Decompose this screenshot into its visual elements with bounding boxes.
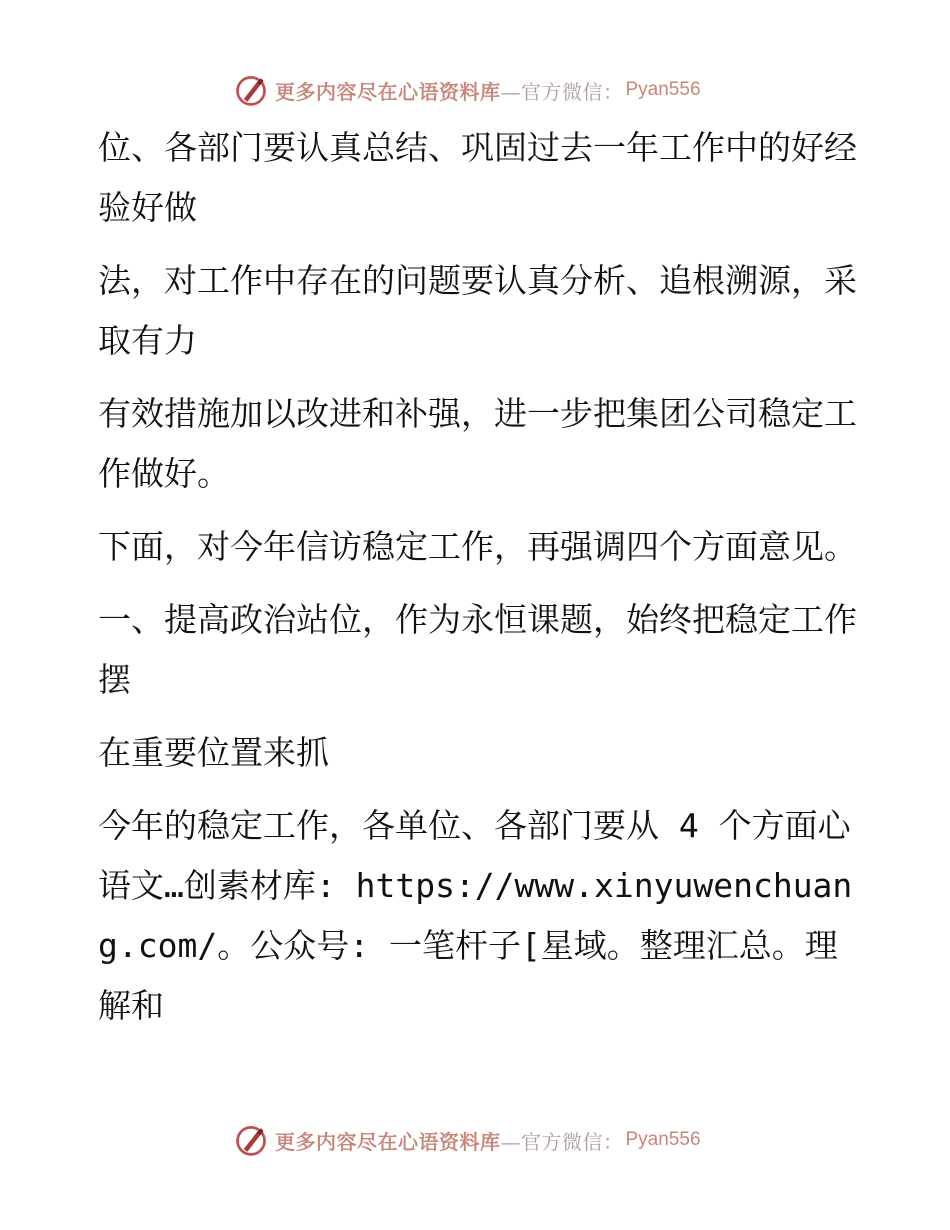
watermark-wechat-label: —官方微信： bbox=[500, 1129, 624, 1154]
pen-logo-icon bbox=[233, 72, 269, 108]
header-watermark bbox=[233, 70, 701, 110]
paragraph: 下面，对今年信访稳定工作，再强调四个方面意见。 bbox=[98, 527, 857, 566]
paragraph: 位、各部门要认真总结、巩固过去一年工作中的好经验好做 bbox=[98, 128, 857, 227]
paragraph: 法，对工作中存在的问题要认真分析、追根溯源，采取有力 bbox=[98, 261, 857, 360]
footer-watermark bbox=[233, 1120, 701, 1160]
paragraph: 在重要位置来抓 bbox=[98, 733, 329, 772]
paragraph: 一、提高政治站位，作为永恒课题，始终把稳定工作摆 bbox=[98, 600, 857, 699]
paragraph: 有效措施加以改进和补强，进一步把集团公司稳定工作做好。 bbox=[98, 394, 857, 493]
watermark-text: 更多内容尽在心语资料库 bbox=[275, 79, 501, 104]
watermark-wechat-label: —官方微信： bbox=[500, 79, 624, 104]
paragraph: 今年的稳定工作，各单位、各部门要从 4 个方面心语文…创素材库: https://www.xinyuwenchuang.com/。公众号: 一笔杆子[星域。整理汇总。理解和 bbox=[98, 806, 853, 1025]
document-body bbox=[98, 118, 858, 1049]
watermark-wechat-id: Pyan556 bbox=[625, 79, 701, 100]
watermark-wechat-id: Pyan556 bbox=[625, 1129, 701, 1150]
watermark-text: 更多内容尽在心语资料库 bbox=[275, 1129, 501, 1154]
pen-logo-icon bbox=[233, 1122, 269, 1158]
